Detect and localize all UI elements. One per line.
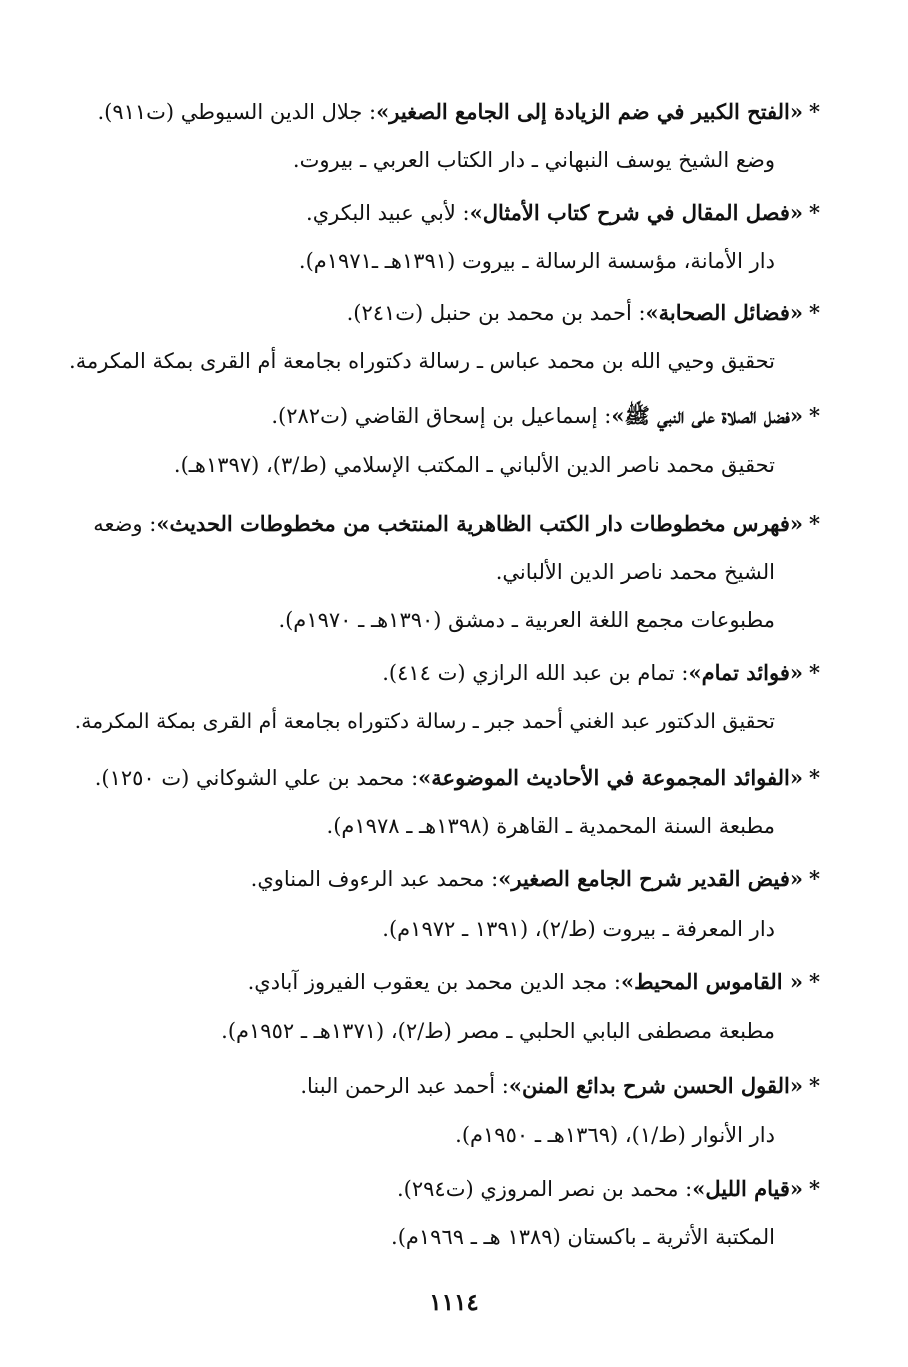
publication-details: تحقيق الدكتور عبد الغني أحمد جبر ـ رسالة دكتوراه بجامعة أم القرى بمكة المكرمة. (74, 709, 775, 733)
entry-title-line (251, 864, 820, 894)
book-title: «فهرس مخطوطات دار الكتب الظاهرية المنتخب من مخطوطات الحديث» (156, 511, 804, 536)
bullet-marker: * (809, 200, 820, 225)
author-info: : تمام بن عبد الله الرازي (ت ٤١٤). (382, 661, 689, 685)
author-info: : محمد بن نصر المروزي (ت٢٩٤). (396, 1177, 693, 1201)
book-title: «فضائل الصحابة» (645, 300, 804, 325)
bullet-marker: * (809, 1073, 820, 1098)
bullet-marker: * (809, 99, 820, 124)
book-title: «الفوائد المجموعة في الأحاديث الموضوعة» (418, 765, 804, 790)
author-info: : لأبي عبيد البكري. (306, 201, 470, 225)
publication-details: تحقيق محمد ناصر الدين الألباني ـ المكتب الإسلامي (ط/٣)، (١٣٩٧هـ). (173, 453, 775, 477)
publication-details: مطبوعات مجمع اللغة العربية ـ دمشق (١٣٩٠هـ ـ ١٩٧٠م). (278, 608, 775, 632)
entry-title-line (382, 658, 820, 688)
page-number: ١١١٤ (429, 1289, 479, 1316)
entry-title-line (95, 763, 820, 793)
author-info: : جلال الدين السيوطي (ت٩١١). (97, 100, 377, 124)
publication-details: المكتبة الأثرية ـ باكستان (١٣٨٩ هـ ـ ١٩٦٩م). (391, 1225, 775, 1249)
book-title: «الفتح الكبير في ضم الزيادة إلى الجامع الصغير» (376, 99, 804, 124)
author-info: : إسماعيل بن إسحاق القاضي (ت٢٨٢). (271, 404, 612, 428)
entry-title-line (300, 1071, 820, 1101)
entry-title-line (97, 97, 820, 127)
author-info: : مجد الدين محمد بن يعقوب الفيروز آبادي. (247, 970, 621, 994)
bullet-marker: * (809, 300, 820, 325)
book-title: «فيض القدير شرح الجامع الصغير» (498, 866, 804, 891)
book-title: «فضل الصلاة على النبي ﷺ» (611, 403, 804, 428)
entry-title-line (306, 198, 820, 228)
entry-title-line (397, 1174, 820, 1204)
author-info: : أحمد عبد الرحمن البنا. (300, 1074, 509, 1098)
bullet-marker: * (809, 403, 820, 428)
author-info: : محمد بن علي الشوكاني (ت ١٢٥٠). (94, 766, 419, 790)
book-title: «القول الحسن شرح بدائع المنن» (508, 1073, 804, 1098)
publication-details: وضع الشيخ يوسف النبهاني ـ دار الكتاب العربي ـ بيروت. (292, 148, 775, 172)
author-info: : أحمد بن محمد بن حنبل (ت٢٤١). (346, 301, 646, 325)
entry-title-line (93, 509, 820, 539)
entry-title-line (271, 401, 820, 431)
bullet-marker: * (809, 765, 820, 790)
publication-details: مطبعة مصطفى البابي الحلبي ـ مصر (ط/٢)، (١٣٧١هـ ـ ١٩٥٢م). (221, 1019, 775, 1043)
author-info: : وضعه (93, 512, 157, 536)
bullet-marker: * (809, 1176, 820, 1201)
entry-title-line (248, 967, 820, 997)
publication-details: دار المعرفة ـ بيروت (ط/٢)، (١٣٩١ ـ ١٩٧٢م). (382, 917, 775, 941)
publication-details: الشيخ محمد ناصر الدين الألباني. (495, 560, 775, 584)
book-title: «فوائد تمام» (688, 660, 804, 685)
bullet-marker: * (809, 969, 820, 994)
publication-details: دار الأمانة، مؤسسة الرسالة ـ بيروت (١٣٩١هـ ـ١٩٧١م). (298, 249, 775, 273)
bullet-marker: * (809, 511, 820, 536)
book-title: « القاموس المحيط» (620, 969, 804, 994)
bullet-marker: * (809, 660, 820, 685)
book-title: «فصل المقال في شرح كتاب الأمثال» (469, 200, 804, 225)
book-title: «قيام الليل» (692, 1176, 804, 1201)
publication-details: مطبعة السنة المحمدية ـ القاهرة (١٣٩٨هـ ـ ١٩٧٨م). (326, 814, 775, 838)
author-info: : محمد عبد الرءوف المناوي. (250, 867, 499, 891)
bullet-marker: * (809, 866, 820, 891)
publication-details: تحقيق وحيي الله بن محمد عباس ـ رسالة دكتوراه بجامعة أم القرى بمكة المكرمة. (69, 349, 775, 373)
publication-details: دار الأنوار (ط/١)، (١٣٦٩هـ ـ ١٩٥٠م). (455, 1123, 775, 1147)
entry-title-line (347, 298, 820, 328)
